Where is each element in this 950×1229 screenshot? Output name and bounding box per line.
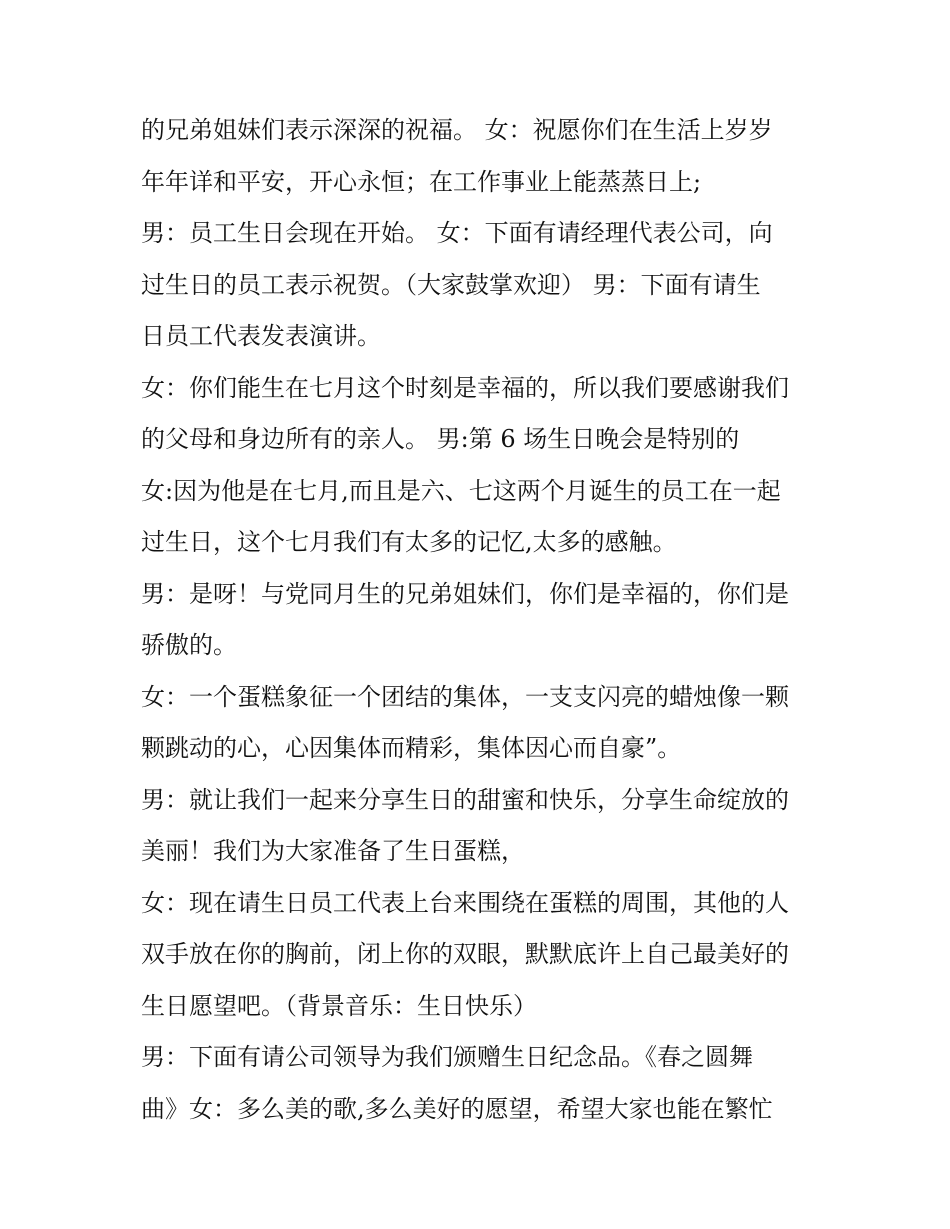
text-line: 女：你们能生在七月这个时刻是幸福的，所以我们要感谢我们 bbox=[141, 373, 789, 402]
text-line: 的父母和身边所有的亲人。 男:第 6 场生日晚会是特别的 bbox=[141, 425, 740, 453]
text-line: 美丽！我们为大家准备了生日蛋糕， bbox=[141, 837, 525, 865]
text-line: 男：是呀！与党同月生的兄弟姐妹们，你们是幸福的，你们是 bbox=[141, 579, 789, 608]
text-line: 曲》女：多么美的歌,多么美好的愿望，希望大家也能在繁忙 bbox=[141, 1094, 773, 1123]
text-line: 骄傲的。 bbox=[141, 631, 237, 659]
text-line: 年年详和平安，开心永恒；在工作事业上能蒸蒸日上; bbox=[141, 167, 702, 196]
text-line: 女:因为他是在七月,而且是六、七这两个月诞生的员工在一起 bbox=[141, 476, 781, 505]
text-line: 女：现在请生日员工代表上台来围绕在蛋糕的周围，其他的人 bbox=[141, 888, 789, 917]
text-line: 日员工代表发表演讲。 bbox=[141, 322, 381, 350]
text-line: 双手放在你的胸前，闭上你的双眼，默默底许上自己最美好的 bbox=[141, 940, 789, 968]
text-line: 生日愿望吧。（背景音乐：生日快乐） bbox=[141, 991, 537, 1020]
text-line: 颗跳动的心，心因集体而精彩，集体因心而自豪”。 bbox=[141, 734, 682, 762]
document-body bbox=[141, 105, 821, 1135]
text-line: 的兄弟姐妹们表示深深的祝福。 女：祝愿你们在生活上岁岁 bbox=[141, 116, 773, 144]
text-line: 过生日的员工表示祝贺。（大家鼓掌欢迎） 男：下面有请生 bbox=[141, 270, 761, 299]
text-line: 女：一个蛋糕象征一个团结的集体，一支支闪亮的蜡烛像一颗 bbox=[141, 682, 789, 711]
text-line: 过生日，这个七月我们有太多的记忆,太多的感触。 bbox=[141, 528, 677, 556]
text-line: 男：就让我们一起来分享生日的甜蜜和快乐，分享生命绽放的 bbox=[141, 785, 789, 814]
text-line: 男：下面有请公司领导为我们颁赠生日纪念品。《春之圆舞 bbox=[141, 1043, 753, 1071]
text-line: 男：员工生日会现在开始。 女：下面有请经理代表公司，向 bbox=[141, 219, 773, 247]
